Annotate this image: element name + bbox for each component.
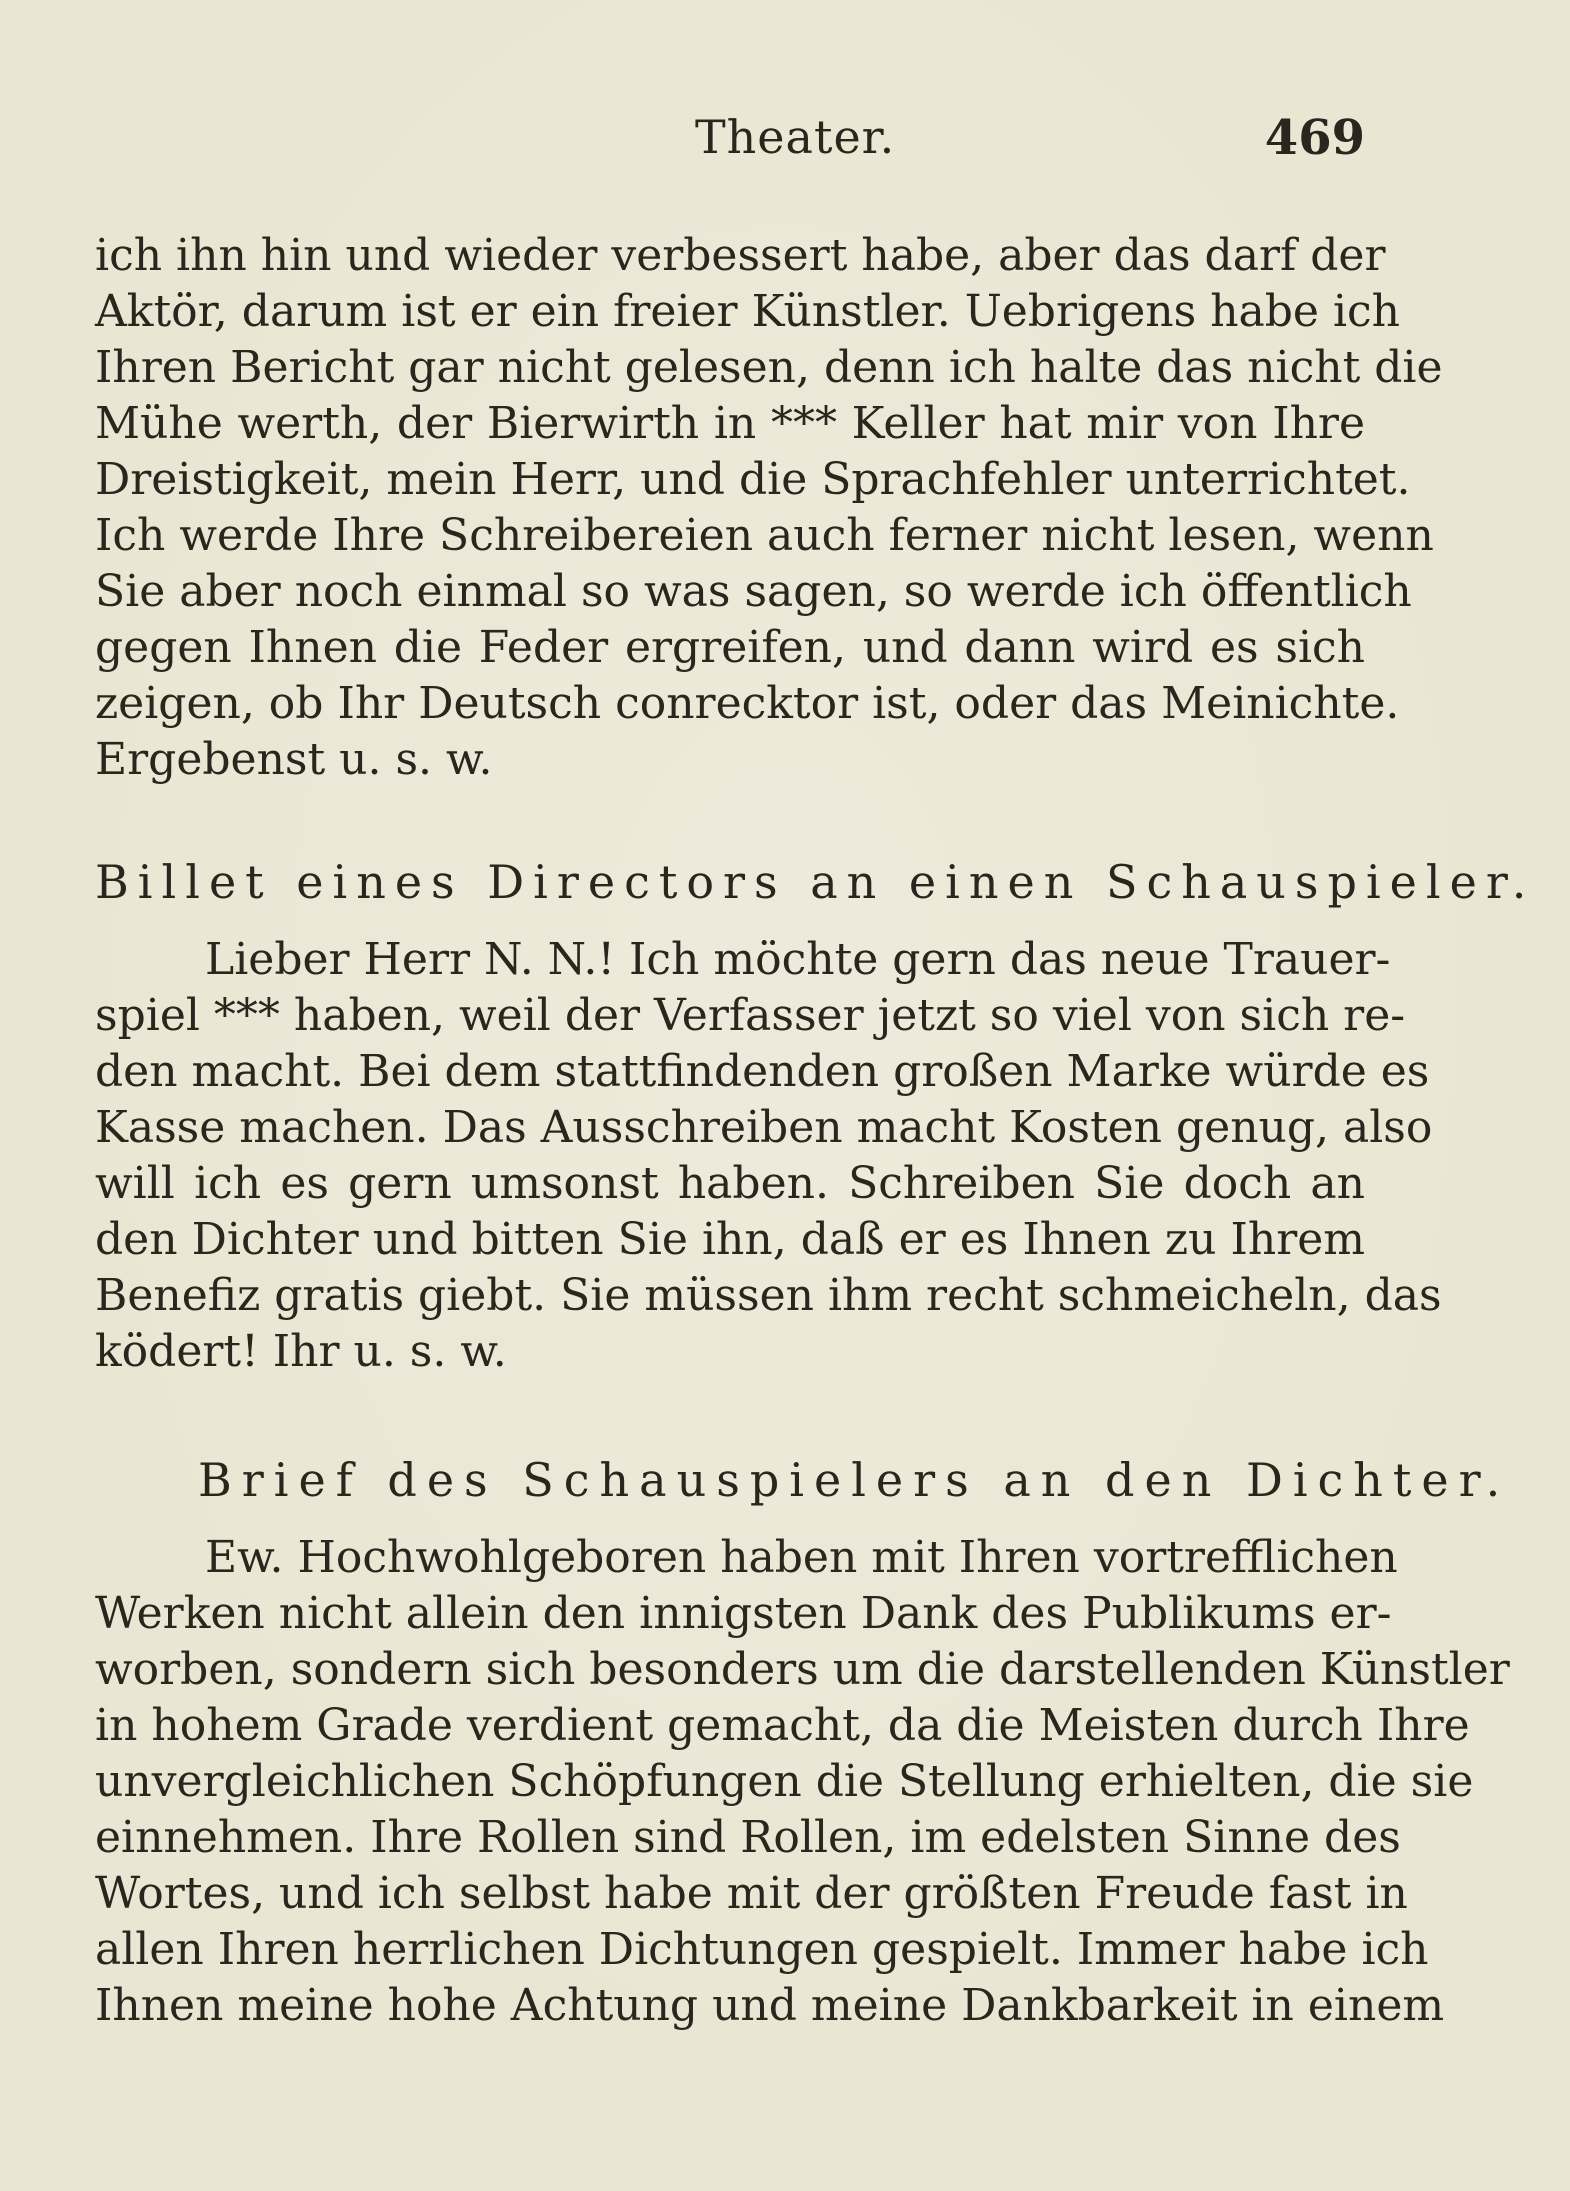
text-line: in hohem Grade verdient gemacht, da die Meisten durch Ihre [95, 1700, 1470, 1751]
text-line: Ich werde Ihre Schreibereien auch ferner nicht lesen, wenn [95, 510, 1434, 561]
text-line: worben, sondern sich besonders um die darstellenden Künstler [95, 1644, 1510, 1695]
text-line: spiel *** haben, weil der Verfasser jetzt so viel von sich re- [95, 990, 1406, 1041]
text-line: Ihren Bericht gar nicht gelesen, denn ich halte das nicht die [95, 342, 1443, 393]
text-line: Mühe werth, der Bierwirth in *** Keller hat mir von Ihre [95, 398, 1365, 449]
text-line: Lieber Herr N. N.! Ich möchte gern das neue Trauer- [205, 934, 1391, 985]
text-line: Ew. Hochwohlgeboren haben mit Ihren vortrefflichen [205, 1532, 1398, 1583]
text-line: einnehmen. Ihre Rollen sind Rollen, im edelsten Sinne des [95, 1812, 1401, 1863]
running-head: Theater. [695, 110, 896, 164]
section-heading: Brief des Schauspielers an den Dichter. [198, 1453, 1511, 1507]
text-line: Ihnen meine hohe Achtung und meine Dankbarkeit in einem [95, 1980, 1445, 2031]
text-line: Ergebenst u. s. w. [95, 734, 493, 785]
page-number: 469 [1264, 110, 1365, 166]
text-line: ich ihn hin und wieder verbessert habe, aber das darf der [95, 230, 1386, 281]
text-line: Sie aber noch einmal so was sagen, so werde ich öffentlich [95, 566, 1412, 617]
text-line: Wortes, und ich selbst habe mit der größten Freude fast in [95, 1868, 1408, 1919]
text-line: zeigen, ob Ihr Deutsch conrecktor ist, oder das Meinichte. [95, 678, 1400, 729]
text-line: unvergleichlichen Schöpfungen die Stellung erhielten, die sie [95, 1756, 1474, 1807]
text-line: allen Ihren herrlichen Dichtungen gespielt. Immer habe ich [95, 1924, 1429, 1975]
text-line: ködert! Ihr u. s. w. [95, 1326, 507, 1377]
text-line: will ich es gern umsonst haben. Schreiben Sie doch an [95, 1158, 1365, 1209]
text-line: Aktör, darum ist er ein freier Künstler. Uebrigens habe ich [95, 286, 1401, 337]
text-line: Benefiz gratis giebt. Sie müssen ihm recht schmeicheln, das [95, 1270, 1442, 1321]
text-line: den Dichter und bitten Sie ihn, daß er es Ihnen zu Ihrem [95, 1214, 1365, 1265]
text-line: Kasse machen. Das Ausschreiben macht Kosten genug, also [95, 1102, 1433, 1153]
text-line: Dreistigkeit, mein Herr, und die Sprachfehler unterrichtet. [95, 454, 1411, 505]
text-line: Werken nicht allein den innigsten Dank des Publikums er- [95, 1588, 1392, 1639]
page-header [95, 110, 1365, 180]
text-line: gegen Ihnen die Feder ergreifen, und dann wird es sich [95, 622, 1365, 673]
section-heading: Billet eines Directors an einen Schauspieler. [95, 855, 1536, 909]
text-line: den macht. Bei dem stattfindenden großen Marke würde es [95, 1046, 1430, 1097]
